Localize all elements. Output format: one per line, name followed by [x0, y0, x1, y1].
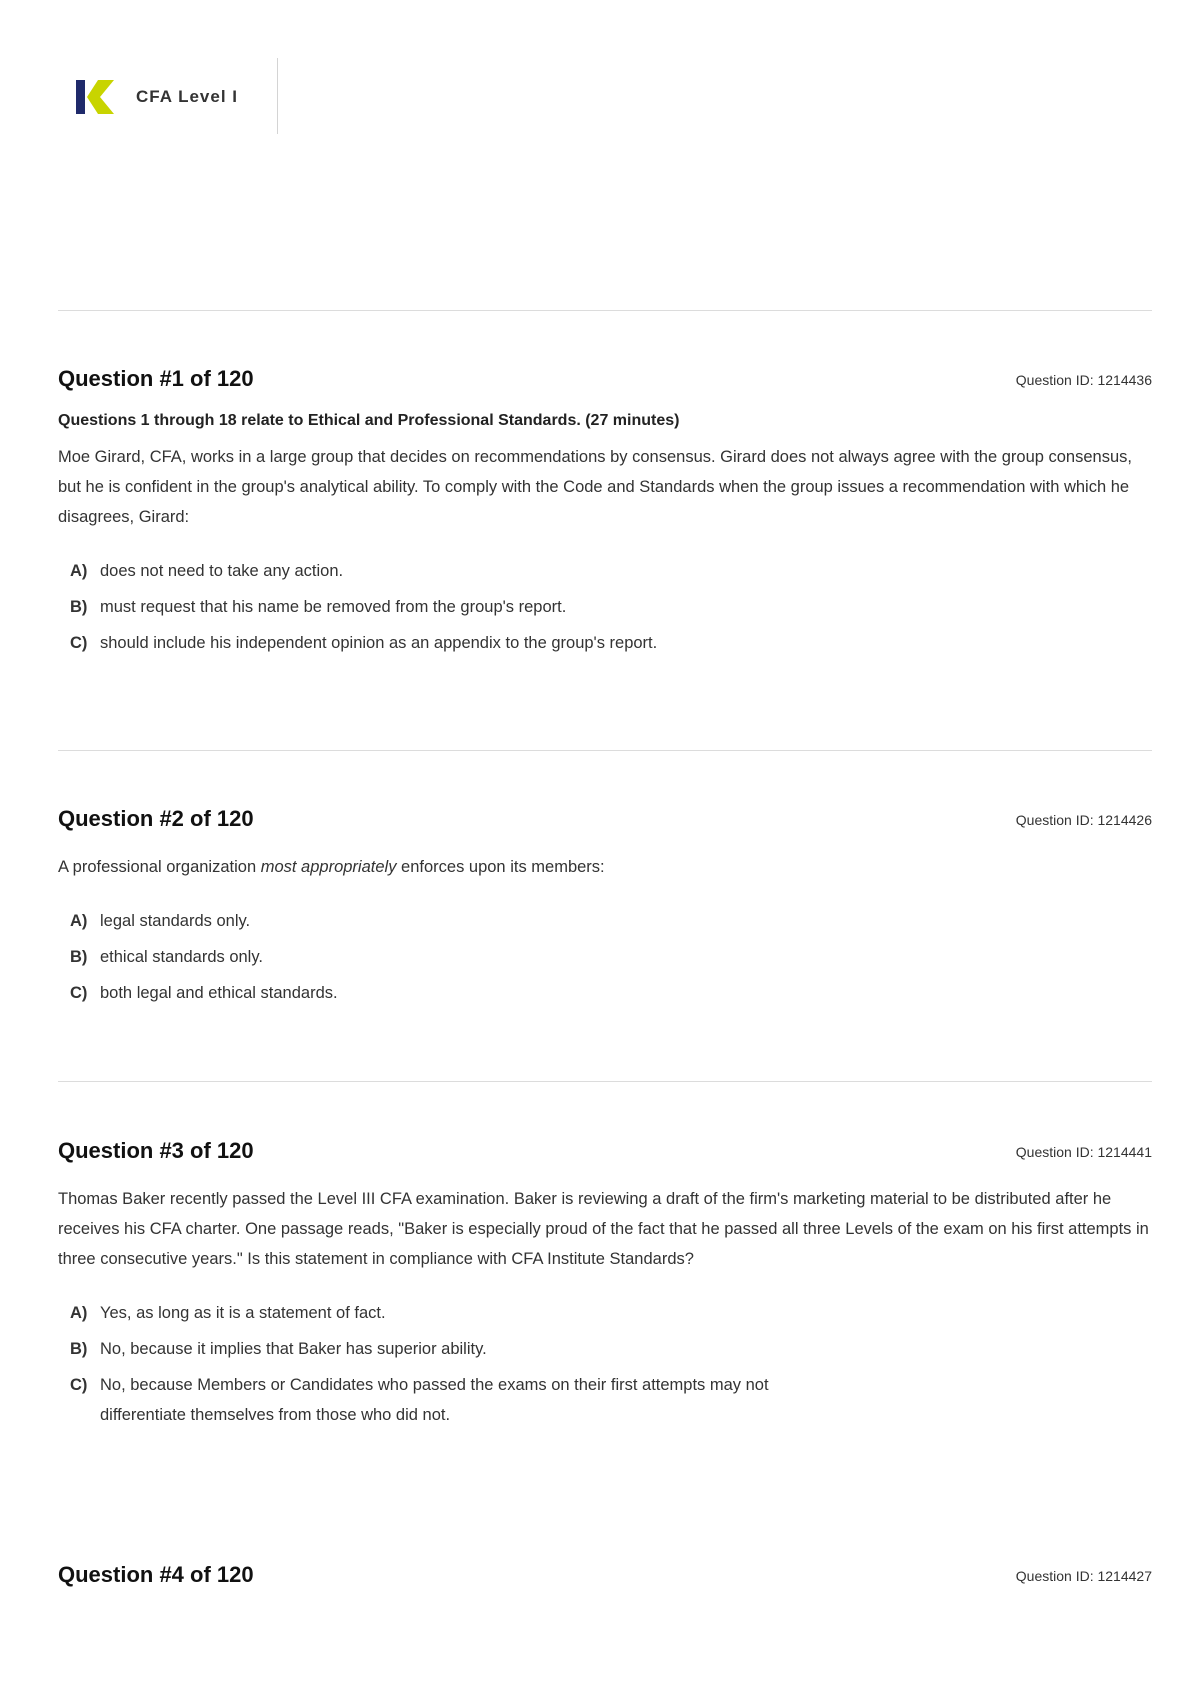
question-title: Question #4 of 120: [58, 1562, 254, 1587]
question-1: [58, 366, 1152, 664]
answer-option-a[interactable]: [58, 556, 1152, 586]
option-letter: B): [70, 1340, 88, 1358]
option-letter: B): [70, 948, 88, 966]
question-id: Question ID: 1214426: [1015, 812, 1152, 828]
brand-title: CFA Level I: [136, 87, 239, 106]
question-title: Question #3 of 120: [58, 1138, 254, 1163]
question-title: Question #2 of 120: [58, 806, 254, 831]
option-letter: C): [70, 1376, 88, 1394]
question-stem: Thomas Baker recently passed the Level III CFA examination. Baker is reviewing a draft of the firm's marketing material to be distributed after he receives his CFA charter. One passage reads, "Baker is especially proud of the fact that he passed all three Levels of the exam on his first attempts in three consecutive years." Is this statement in compliance with CFA Institute Standards?: [58, 1190, 1149, 1268]
question-3: [58, 1138, 1152, 1436]
question-4: [58, 1562, 1152, 1596]
option-text: does not need to take any action.: [100, 562, 344, 580]
kaplan-k-logo-icon: [76, 78, 114, 116]
answer-option-c[interactable]: [58, 978, 1152, 1008]
answer-option-b[interactable]: [58, 592, 1152, 622]
stem-text: A professional organization: [58, 858, 261, 876]
question-id: Question ID: 1214441: [1015, 1144, 1152, 1160]
section-divider: [58, 1081, 1152, 1082]
option-text: No, because it implies that Baker has superior ability.: [100, 1340, 487, 1358]
question-id: Question ID: 1214436: [1015, 372, 1152, 388]
question-intro: Questions 1 through 18 relate to Ethical and Professional Standards. (27 minutes): [58, 412, 680, 429]
option-text: legal standards only.: [100, 912, 251, 930]
stem-emphasis: most appropriately: [260, 858, 397, 876]
question-title: Question #1 of 120: [58, 366, 254, 391]
answer-option-a[interactable]: [58, 906, 1152, 936]
answer-option-c[interactable]: [58, 628, 1152, 658]
option-text: must request that his name be removed from the group's report.: [100, 598, 567, 616]
section-divider: [58, 310, 1152, 311]
option-letter: A): [70, 1304, 88, 1322]
question-id: Question ID: 1214427: [1015, 1568, 1152, 1584]
option-letter: C): [70, 634, 88, 652]
header-divider: [277, 58, 278, 134]
answer-options: [58, 906, 1152, 1008]
answer-option-c[interactable]: [58, 1370, 1152, 1430]
answer-options: [58, 1298, 1152, 1430]
answer-option-b[interactable]: [58, 942, 1152, 972]
option-text: ethical standards only.: [100, 948, 263, 966]
answer-option-b[interactable]: [58, 1334, 1152, 1364]
answer-options: [58, 556, 1152, 658]
option-letter: A): [70, 562, 88, 580]
question-stem: Moe Girard, CFA, works in a large group that decides on recommendations by consensus. Girard does not always agree with the group consensus, but he is confident in the group's analytical ability. To comply with the Code and Standards when the group issues a recommendation with which he disagrees, Girard:: [58, 448, 1132, 526]
header: [76, 74, 238, 120]
option-letter: C): [70, 984, 88, 1002]
answer-option-a[interactable]: [58, 1298, 1152, 1328]
option-text: No, because Members or Candidates who passed the exams on their first attempts may not differentiate themselves from those who did not.: [100, 1376, 769, 1424]
option-letter: A): [70, 912, 88, 930]
option-text: both legal and ethical standards.: [100, 984, 338, 1002]
option-letter: B): [70, 598, 88, 616]
section-divider: [58, 750, 1152, 751]
option-text: Yes, as long as it is a statement of fact.: [100, 1304, 386, 1322]
option-text: should include his independent opinion as an appendix to the group's report.: [100, 634, 658, 652]
question-stem: [58, 852, 1152, 882]
stem-text: enforces upon its members:: [396, 858, 605, 876]
question-2: [58, 806, 1152, 1014]
